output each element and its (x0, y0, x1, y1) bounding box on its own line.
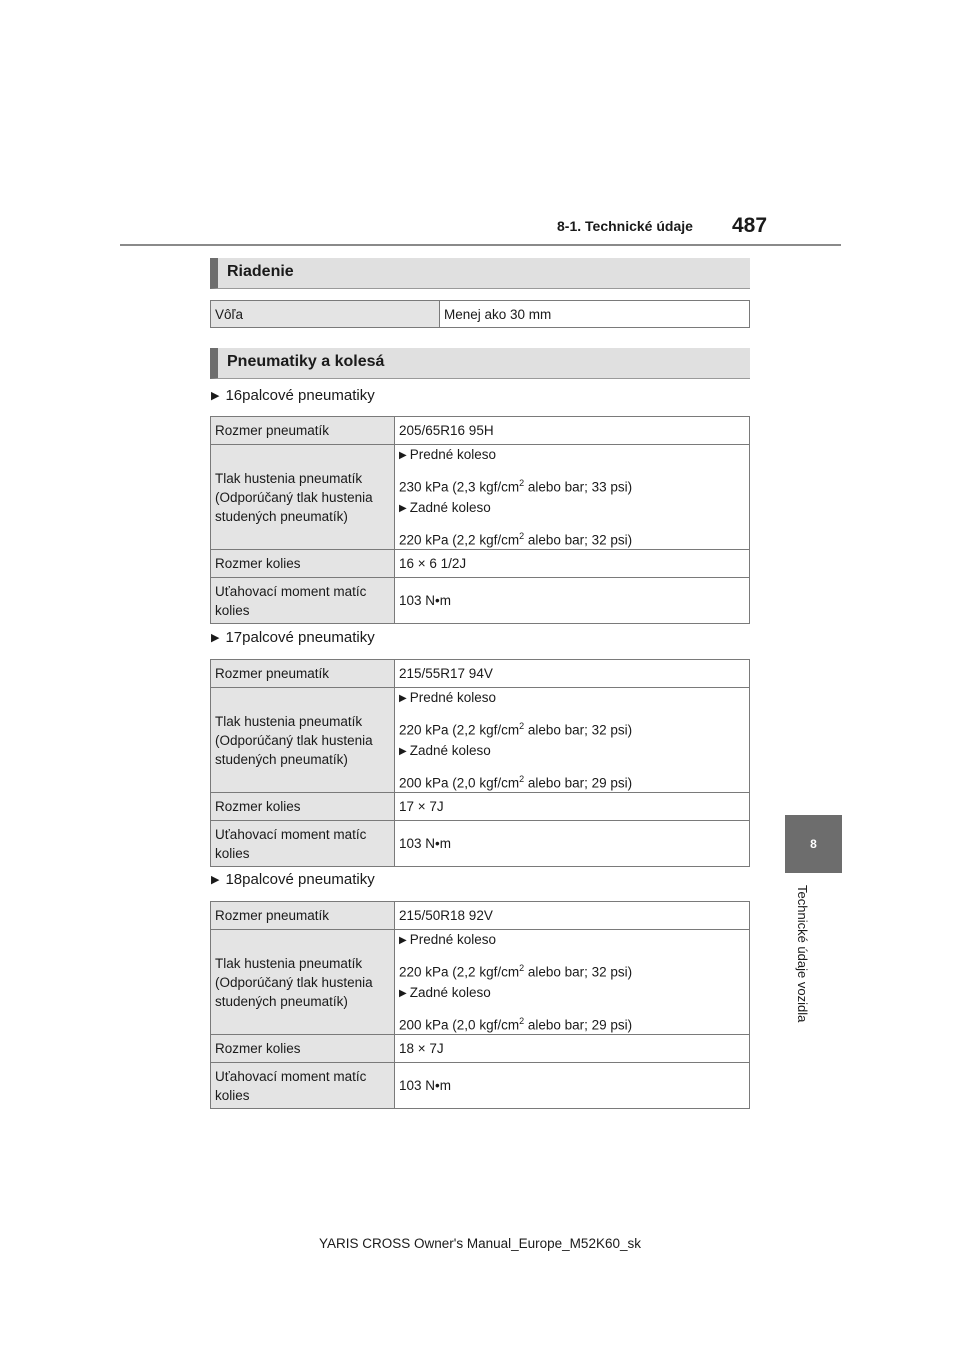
table-row (211, 688, 750, 793)
table-row (211, 793, 750, 821)
tires-heading: Pneumatiky a kolesá (227, 353, 385, 370)
table-value: Menej ako 30 mm (440, 301, 750, 328)
table-row (211, 1035, 750, 1063)
triangle-right-icon: ▶ (399, 450, 407, 461)
table-key: Rozmer pneumatík (211, 660, 395, 688)
wheel-size-value: 18 × 7J (395, 1035, 750, 1063)
page-number: 487 (732, 214, 768, 237)
table-key: Rozmer kolies (211, 1035, 395, 1063)
table-row (211, 902, 750, 930)
wheel-size-value: 17 × 7J (395, 793, 750, 821)
triangle-right-icon: ▶ (399, 693, 407, 704)
torque-value: 103 N•m (395, 1063, 750, 1109)
steering-heading: Riadenie (227, 263, 294, 280)
section-title: 8-1. Technické údaje (557, 218, 693, 234)
tire-size-value: 205/65R16 95H (395, 417, 750, 445)
tire-table-16 (210, 416, 750, 624)
triangle-right-icon: ▶ (211, 874, 220, 886)
table-row (211, 417, 750, 445)
table-key: Rozmer kolies (211, 550, 395, 578)
table-row (211, 660, 750, 688)
table-row (211, 821, 750, 867)
steering-table (210, 300, 750, 328)
chapter-number: 8 (810, 837, 817, 851)
tire-group-heading: ▶ 16palcové pneumatiky (211, 387, 375, 404)
steering-heading-bar (210, 258, 750, 289)
pressure-value: ▶ Predné koleso 220 kPa (2,2 kgf/$cm^2$ alebo bar; 32 psi) ▶ Zadné koleso 200 kPa (2,0 kgf/$cm^2$ alebo bar; 29 psi) (395, 930, 750, 1035)
pressure-value: ▶ Predné koleso 220 kPa (2,2 kgf/$cm^2$ alebo bar; 32 psi) ▶ Zadné koleso 200 kPa (2,0 kgf/$cm^2$ alebo bar; 29 psi) (395, 688, 750, 793)
table-row (211, 301, 750, 328)
page-footer: YARIS CROSS Owner's Manual_Europe_M52K60_sk (319, 1236, 641, 1251)
torque-value: 103 N•m (395, 578, 750, 624)
header-rule (120, 244, 841, 246)
table-row (211, 550, 750, 578)
table-key: Rozmer pneumatík (211, 902, 395, 930)
triangle-right-icon: ▶ (211, 390, 220, 402)
chapter-tab (785, 815, 842, 873)
wheel-size-value: 16 × 6 1/2J (395, 550, 750, 578)
table-key: Uťahovací moment matíc kolies (211, 1063, 395, 1109)
table-key: Uťahovací moment matíc kolies (211, 578, 395, 624)
triangle-right-icon: ▶ (399, 745, 407, 757)
table-key: Tlak hustenia pneumatík (Odporúčaný tlak hustenia studených pneumatík) (211, 688, 395, 793)
torque-value: 103 N•m (395, 821, 750, 867)
tire-group-heading: ▶ 17palcové pneumatiky (211, 629, 375, 646)
tire-table-18 (210, 901, 750, 1109)
triangle-right-icon: ▶ (399, 502, 407, 514)
table-key: Vôľa (211, 301, 440, 328)
table-row (211, 930, 750, 1035)
table-key: Tlak hustenia pneumatík (Odporúčaný tlak hustenia studených pneumatík) (211, 445, 395, 550)
table-row (211, 445, 750, 550)
tire-group-heading: ▶ 18palcové pneumatiky (211, 871, 375, 888)
pressure-value: ▶ Predné koleso 230 kPa (2,3 kgf/$cm^2$ alebo bar; 33 psi) ▶ Zadné koleso 220 kPa (2,2 kgf/$cm^2$ alebo bar; 32 psi) (395, 445, 750, 550)
table-key: Rozmer kolies (211, 793, 395, 821)
tires-heading-bar (210, 348, 750, 379)
triangle-right-icon: ▶ (399, 987, 407, 999)
table-key: Tlak hustenia pneumatík (Odporúčaný tlak hustenia studených pneumatík) (211, 930, 395, 1035)
table-key: Uťahovací moment matíc kolies (211, 821, 395, 867)
chapter-title: Technické údaje vozidla (795, 885, 810, 1023)
table-row (211, 578, 750, 624)
table-key: Rozmer pneumatík (211, 417, 395, 445)
triangle-right-icon: ▶ (211, 632, 220, 644)
tire-size-value: 215/50R18 92V (395, 902, 750, 930)
table-row (211, 1063, 750, 1109)
tire-size-value: 215/55R17 94V (395, 660, 750, 688)
triangle-right-icon: ▶ (399, 935, 407, 946)
tire-table-17 (210, 659, 750, 867)
